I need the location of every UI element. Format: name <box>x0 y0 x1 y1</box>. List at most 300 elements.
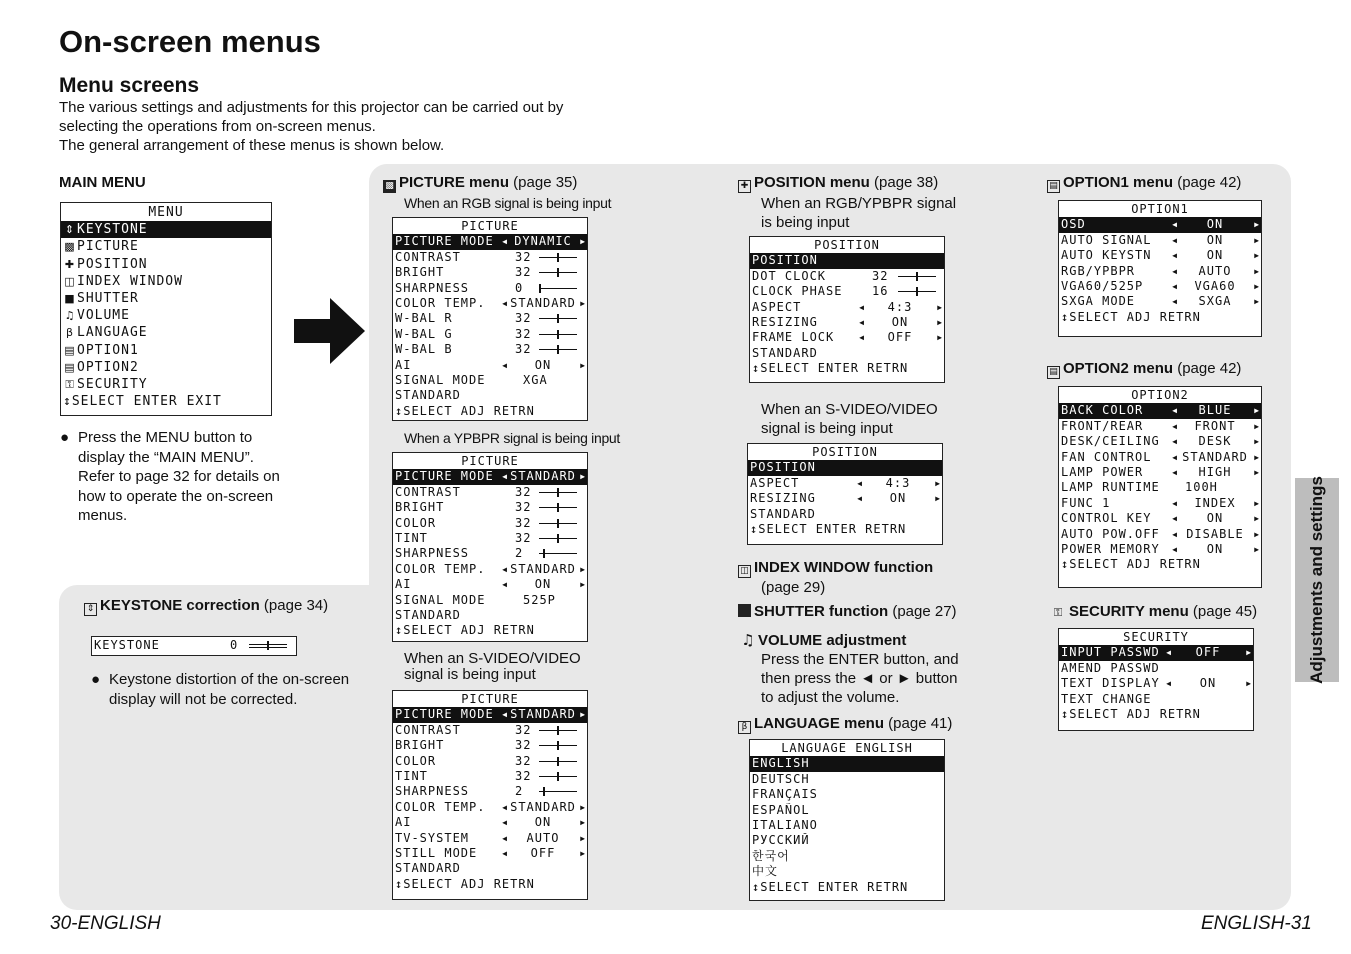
osd-row-label: DEUTSCH <box>752 771 810 786</box>
key-icon: ⚿ <box>65 377 75 391</box>
level-marker <box>557 503 559 512</box>
osd-row[interactable] <box>393 738 587 753</box>
osd-row[interactable] <box>748 507 942 522</box>
main-menu-item-label: OPTION1 <box>77 342 139 358</box>
osd-row[interactable] <box>750 772 944 787</box>
left-arrow-icon: ◂ <box>1171 403 1180 418</box>
main-menu-item-label: SHUTTER <box>77 290 139 306</box>
footer-label: SELECT ADJ RETRN <box>1069 706 1201 721</box>
osd-row[interactable] <box>393 500 587 515</box>
osd-row-value: ON <box>889 491 907 506</box>
main-menu-item-label: INDEX WINDOW <box>77 273 183 289</box>
left-arrow-icon: ◂ <box>501 234 510 249</box>
osd-row-label: AI <box>395 815 412 830</box>
option1-osd <box>1058 200 1262 337</box>
osd-row-value: OFF <box>887 330 913 345</box>
right-arrow-icon: ▸ <box>579 295 587 310</box>
osd-row-label: W-BAL R <box>395 311 453 326</box>
osd-row-value: 32 <box>515 515 532 530</box>
left-arrow-icon: ◂ <box>1171 464 1180 479</box>
osd-footer <box>393 404 587 419</box>
footer-label: SELECT ADJ RETRN <box>403 403 535 418</box>
volume-text <box>761 650 959 707</box>
osd-row[interactable] <box>393 311 587 326</box>
osd-row[interactable] <box>1059 403 1261 418</box>
main-menu-item[interactable] <box>61 359 271 376</box>
text-line: Press the ENTER button, and <box>761 651 959 668</box>
osd-footer <box>393 877 587 892</box>
note-line: display will not be corrected. <box>109 690 298 708</box>
keystone-note: ● Keystone distortion of the on-screen display will not be corrected. <box>91 670 381 709</box>
osd-row[interactable] <box>393 250 587 265</box>
main-menu-item[interactable] <box>61 290 271 307</box>
right-arrow-icon: ▸ <box>579 830 587 845</box>
right-arrow-icon: ▸ <box>1253 294 1261 309</box>
osd-footer <box>750 880 944 895</box>
osd-row-label: LAMP POWER <box>1061 464 1144 479</box>
right-arrow-icon: ▸ <box>579 799 587 814</box>
updown-icon: ↕ <box>750 521 759 536</box>
level-marker <box>557 330 559 339</box>
main-menu-item[interactable] <box>61 256 271 273</box>
option-icon: ▤ <box>64 360 76 374</box>
level-marker <box>539 284 541 293</box>
left-arrow-icon: ◂ <box>501 707 510 722</box>
osd-row[interactable] <box>1059 450 1261 465</box>
osd-row[interactable] <box>393 754 587 769</box>
osd-footer <box>748 522 942 537</box>
main-menu-item-label: PICTURE <box>77 239 139 255</box>
left-arrow-icon: ◂ <box>1165 645 1174 660</box>
left-arrow-icon: ◂ <box>501 357 510 372</box>
footer-label: SELECT ADJ RETRN <box>1069 557 1201 572</box>
osd-row-label: CLOCK PHASE <box>752 284 843 299</box>
left-arrow-icon: ◂ <box>858 299 867 314</box>
osd-title: POSITION <box>814 238 880 252</box>
osd-row-value: STANDARD <box>510 799 576 814</box>
osd-row-value: ON <box>534 577 552 592</box>
osd-row-label: SIGNAL MODE <box>395 592 486 607</box>
note-line: how to operate the on-screen <box>78 487 274 505</box>
left-arrow-icon: ◂ <box>1171 248 1180 263</box>
osd-row-value: BLUE <box>1198 403 1232 418</box>
osd-row[interactable] <box>393 815 587 830</box>
osd-row-label: AUTO SIGNAL <box>1061 232 1152 247</box>
osd-row-label: POSITION <box>750 460 816 475</box>
left-arrow-icon: ◂ <box>1171 541 1180 556</box>
position-rgb-caption <box>761 194 956 232</box>
volume-heading: ♫ VOLUME adjustment <box>738 631 906 649</box>
right-arrow-icon: ▸ <box>1253 526 1261 541</box>
option2-heading: ▤ OPTION2 menu (page 42) <box>1047 360 1241 379</box>
right-arrow-icon: ▸ <box>1253 495 1261 510</box>
osd-row-value: 32 <box>515 530 532 545</box>
main-menu-item[interactable] <box>61 342 271 359</box>
osd-row-label: PICTURE MODE <box>395 469 494 484</box>
left-arrow-icon: ◂ <box>1171 263 1180 278</box>
osd-row[interactable] <box>393 562 587 577</box>
osd-row-label: CONTROL KEY <box>1061 511 1152 526</box>
picture-icon: ▩ <box>64 240 76 254</box>
osd-row[interactable] <box>1059 248 1261 263</box>
osd-row-value: STANDARD <box>510 561 576 576</box>
osd-value: 0 <box>230 638 239 652</box>
osd-row-label: RGB/YPBPR <box>1061 263 1136 278</box>
picture-rgb-caption: When an RGB signal is being input <box>404 195 612 211</box>
osd-row[interactable] <box>393 723 587 738</box>
osd-row-label: FRANÇAIS <box>752 787 818 802</box>
osd-row[interactable] <box>1059 676 1253 691</box>
osd-row-value: FRONT <box>1194 418 1236 433</box>
osd-row[interactable] <box>750 803 944 818</box>
osd-row-label: STANDARD <box>395 388 461 403</box>
note-line: Keystone distortion of the on-screen <box>109 671 350 688</box>
updown-icon: ↕ <box>752 361 761 376</box>
osd-row-value: DISABLE <box>1186 526 1244 541</box>
osd-row[interactable] <box>1059 465 1261 480</box>
osd-row[interactable] <box>1059 661 1253 676</box>
osd-row[interactable] <box>393 296 587 311</box>
osd-row-label: SHARPNESS <box>395 546 470 561</box>
main-menu-item-label: SECURITY <box>77 376 148 392</box>
osd-row[interactable] <box>748 476 942 491</box>
position-svideo-osd <box>747 443 943 545</box>
footer-label: SELECT ENTER RETRN <box>760 361 909 376</box>
osd-row-value: 32 <box>515 249 532 264</box>
osd-row[interactable] <box>393 469 587 484</box>
page-number-left: 30-ENGLISH <box>50 913 161 934</box>
osd-row-label: PICTURE MODE <box>395 234 494 249</box>
caption-line: When an RGB/YPBPR signal <box>761 195 957 212</box>
osd-row-label: VGA60/525P <box>1061 278 1144 293</box>
osd-row[interactable] <box>1059 645 1253 660</box>
caption-line: When an S-VIDEO/VIDEO <box>761 401 938 418</box>
osd-row-label: AI <box>395 577 412 592</box>
keystone-icon: ⇕ <box>84 603 97 616</box>
left-arrow-icon: ◂ <box>1171 495 1180 510</box>
osd-row[interactable] <box>1059 542 1261 557</box>
main-menu-item[interactable] <box>61 273 271 290</box>
osd-row[interactable] <box>393 358 587 373</box>
main-menu-item[interactable] <box>61 238 271 255</box>
osd-row-value: 0 <box>515 280 524 295</box>
caption-line: is being input <box>761 214 850 231</box>
osd-row[interactable] <box>393 784 587 799</box>
osd-row[interactable] <box>393 707 587 722</box>
option-icon: ▤ <box>64 343 76 357</box>
osd-row-label: AUTO KEYSTN <box>1061 248 1152 263</box>
osd-row[interactable] <box>393 485 587 500</box>
osd-row-label: COLOR <box>395 515 437 530</box>
osd-row-value: 32 <box>515 484 532 499</box>
level-marker <box>557 534 559 543</box>
osd-row-value: 32 <box>515 768 532 783</box>
osd-row[interactable] <box>393 593 587 608</box>
osd-row-value: AUTO <box>1198 263 1232 278</box>
osd-row-value: ON <box>1199 676 1217 691</box>
osd-row[interactable] <box>393 531 587 546</box>
picture-ypbpr-osd <box>392 452 588 642</box>
left-arrow-icon: ◂ <box>858 330 867 345</box>
osd-row-value: 2 <box>515 546 524 561</box>
osd-row[interactable] <box>748 460 942 475</box>
level-marker <box>557 772 559 781</box>
osd-row-label: РУССКИЙ <box>752 833 810 848</box>
osd-row-label: W-BAL G <box>395 326 453 341</box>
osd-title: POSITION <box>812 445 878 459</box>
keystone-heading: ⇕ KEYSTONE correction (page 34) <box>84 597 328 616</box>
right-arrow-icon: ▸ <box>936 299 944 314</box>
osd-row[interactable] <box>393 800 587 815</box>
position-rgb-osd <box>749 236 945 383</box>
osd-row-value: 32 <box>515 722 532 737</box>
osd-row-value: STANDARD <box>510 469 576 484</box>
shutter-icon <box>738 604 751 617</box>
osd-row-label: AI <box>395 357 412 372</box>
menus-background-bottom-left <box>59 585 389 910</box>
osd-row[interactable] <box>393 281 587 296</box>
right-arrow-icon: ▸ <box>1245 676 1253 691</box>
osd-row-label: DOT CLOCK <box>752 268 827 283</box>
keystone-icon: ⇕ <box>64 223 76 237</box>
key-icon: ⚿ <box>1053 606 1063 619</box>
main-menu-item[interactable] <box>61 221 271 238</box>
osd-row[interactable] <box>750 346 944 361</box>
right-arrow-icon: ▸ <box>1253 278 1261 293</box>
right-arrow-icon: ▸ <box>1253 263 1261 278</box>
osd-row[interactable] <box>1059 419 1261 434</box>
osd-footer <box>61 393 271 410</box>
osd-row[interactable] <box>750 269 944 284</box>
osd-row[interactable] <box>750 284 944 299</box>
footer-label: SELECT ENTER RETRN <box>760 879 909 894</box>
section-title: Menu screens <box>59 74 200 97</box>
level-marker <box>557 345 559 354</box>
osd-row-value: VGA60 <box>1194 278 1236 293</box>
osd-row[interactable] <box>750 818 944 833</box>
arrow-right-icon <box>294 298 366 364</box>
osd-row-value: 16 <box>872 284 889 299</box>
osd-row-label: FUNC 1 <box>1061 495 1111 510</box>
osd-row[interactable] <box>393 265 587 280</box>
level-bar <box>539 288 577 289</box>
osd-row-value: 32 <box>515 500 532 515</box>
osd-row-label: CONTRAST <box>395 249 461 264</box>
option2-osd <box>1058 386 1262 588</box>
level-marker <box>557 741 559 750</box>
osd-row[interactable] <box>393 861 587 876</box>
note-line: display the “MAIN MENU”. <box>78 448 254 466</box>
language-icon: β <box>738 721 751 734</box>
right-arrow-icon: ▸ <box>934 491 942 506</box>
osd-row[interactable] <box>1059 527 1261 542</box>
osd-row[interactable] <box>1059 496 1261 511</box>
osd-row-value: ON <box>1206 217 1224 232</box>
osd-row-label: RESIZING <box>752 314 818 329</box>
right-arrow-icon: ▸ <box>1253 248 1261 263</box>
right-arrow-icon: ▸ <box>1253 464 1261 479</box>
osd-row-value: 4:3 <box>885 475 911 490</box>
picture-ypbpr-caption: When a YPBPR signal is being input <box>404 430 621 446</box>
right-arrow-icon: ▸ <box>934 475 942 490</box>
osd-row[interactable] <box>393 516 587 531</box>
osd-row[interactable] <box>750 849 944 864</box>
option-icon: ▤ <box>1047 366 1060 379</box>
position-icon: ✚ <box>738 180 751 193</box>
osd-row[interactable] <box>750 330 944 345</box>
osd-row-value: OFF <box>1195 645 1221 660</box>
right-arrow-icon: ▸ <box>579 815 587 830</box>
osd-row[interactable] <box>393 831 587 846</box>
intro-text <box>59 98 619 155</box>
left-arrow-icon: ◂ <box>501 799 510 814</box>
osd-row[interactable] <box>1059 217 1261 232</box>
caption-line: signal is being input <box>404 666 536 683</box>
osd-row-value: STANDARD <box>510 707 576 722</box>
level-marker <box>557 268 559 277</box>
index-window-icon: ◫ <box>64 274 76 288</box>
osd-row-label: SXGA MODE <box>1061 294 1136 309</box>
osd-row[interactable] <box>393 342 587 357</box>
right-arrow-icon: ▸ <box>1245 645 1253 660</box>
osd-row-label: ITALIANO <box>752 817 818 832</box>
osd-row[interactable] <box>750 315 944 330</box>
left-arrow-icon: ◂ <box>501 577 510 592</box>
osd-row-label: BRIGHT <box>395 738 445 753</box>
note-line: Press the MENU button to <box>78 429 253 446</box>
osd-title: PICTURE <box>461 692 519 706</box>
osd-row[interactable] <box>393 388 587 403</box>
left-arrow-icon: ◂ <box>1171 434 1180 449</box>
level-marker <box>916 272 918 281</box>
left-arrow-icon: ◂ <box>1171 294 1180 309</box>
osd-row[interactable] <box>1059 480 1261 495</box>
position-icon: ✚ <box>64 257 76 271</box>
osd-row-label: FRONT/REAR <box>1061 418 1144 433</box>
osd-row-label: 한국어 <box>752 848 790 863</box>
osd-row[interactable] <box>393 608 587 623</box>
main-menu-item[interactable] <box>61 376 271 393</box>
keystone-osd <box>91 636 297 656</box>
osd-row-value: ON <box>1206 232 1224 247</box>
osd-row-label: COLOR <box>395 753 437 768</box>
left-arrow-icon: ◂ <box>501 295 510 310</box>
volume-icon: ♫ <box>64 309 76 323</box>
updown-icon: ↕ <box>395 876 404 891</box>
osd-row[interactable] <box>1059 233 1261 248</box>
osd-row-value: ON <box>1206 541 1224 556</box>
osd-row[interactable] <box>750 300 944 315</box>
osd-row-value: 32 <box>515 342 532 357</box>
osd-row-label: COLOR TEMP. <box>395 799 486 814</box>
main-menu-item[interactable] <box>61 307 271 324</box>
osd-row-value: 4:3 <box>887 299 913 314</box>
left-arrow-icon: ◂ <box>501 815 510 830</box>
osd-row-label: CONTRAST <box>395 484 461 499</box>
osd-row[interactable] <box>1059 511 1261 526</box>
osd-row[interactable] <box>393 846 587 861</box>
osd-row[interactable] <box>393 373 587 388</box>
osd-row[interactable] <box>393 234 587 249</box>
osd-row-label: STANDARD <box>395 607 461 622</box>
osd-row[interactable] <box>750 756 944 771</box>
osd-row-value: 32 <box>515 753 532 768</box>
osd-row-value: 32 <box>515 265 532 280</box>
osd-row-value: ON <box>1206 248 1224 263</box>
page-title: On-screen menus <box>59 24 321 59</box>
osd-row-value: ON <box>1206 511 1224 526</box>
osd-row-value: XGA <box>523 372 548 387</box>
osd-row[interactable] <box>1059 279 1261 294</box>
osd-row-label: COLOR TEMP. <box>395 561 486 576</box>
osd-row[interactable] <box>393 327 587 342</box>
osd-title: SECURITY <box>1123 630 1189 644</box>
intro-line: selecting the operations from on-screen menus. <box>59 118 376 135</box>
level-marker <box>557 488 559 497</box>
level-marker <box>543 787 545 796</box>
left-arrow-icon: ◂ <box>1171 278 1180 293</box>
note-line: menus. <box>78 507 128 524</box>
osd-row-label: ASPECT <box>750 475 800 490</box>
main-menu-item[interactable] <box>61 324 271 341</box>
caption-line: signal is being input <box>761 420 893 437</box>
osd-row[interactable] <box>1059 692 1253 707</box>
osd-row-label: AMEND PASSWD <box>1061 660 1160 675</box>
osd-row[interactable] <box>1059 434 1261 449</box>
left-arrow-icon: ◂ <box>1171 511 1180 526</box>
osd-row[interactable] <box>393 577 587 592</box>
security-osd <box>1058 628 1254 731</box>
volume-icon: ♫ <box>741 631 755 649</box>
osd-row[interactable] <box>750 833 944 848</box>
osd-row-value: DYNAMIC <box>514 234 572 249</box>
osd-row-label: STANDARD <box>750 506 816 521</box>
left-arrow-icon: ◂ <box>501 561 510 576</box>
right-arrow-icon: ▸ <box>1253 232 1261 247</box>
left-arrow-icon: ◂ <box>1171 449 1180 464</box>
osd-row-value: SXGA <box>1198 294 1232 309</box>
picture-heading: ▩ PICTURE menu (page 35) <box>383 174 577 193</box>
osd-row[interactable] <box>393 546 587 561</box>
osd-row-value: STANDARD <box>510 295 576 310</box>
osd-row[interactable] <box>750 787 944 802</box>
right-arrow-icon: ▸ <box>579 707 587 722</box>
osd-row-label: ESPAÑOL <box>752 802 810 817</box>
osd-row[interactable] <box>750 253 944 268</box>
osd-row[interactable] <box>748 491 942 506</box>
osd-row[interactable] <box>1059 294 1261 309</box>
osd-row-label: TV-SYSTEM <box>395 830 470 845</box>
osd-row[interactable] <box>393 769 587 784</box>
osd-row-label: SHARPNESS <box>395 784 470 799</box>
osd-row-value: 32 <box>515 326 532 341</box>
right-arrow-icon: ▸ <box>579 845 587 860</box>
footer-label: SELECT ADJ RETRN <box>1069 309 1201 324</box>
right-arrow-icon: ▸ <box>579 577 587 592</box>
osd-row[interactable] <box>750 864 944 879</box>
osd-row-label: OSD <box>1061 217 1086 232</box>
osd-row[interactable] <box>1059 264 1261 279</box>
right-arrow-icon: ▸ <box>1253 403 1261 418</box>
osd-title: MENU <box>148 205 184 220</box>
osd-title: LANGUAGE ENGLISH <box>781 741 913 755</box>
osd-row-value: DESK <box>1198 434 1232 449</box>
option-icon: ▤ <box>1047 180 1060 193</box>
caption-line: When an S-VIDEO/VIDEO <box>404 650 581 667</box>
osd-row-value: 525P <box>523 592 556 607</box>
osd-row-value: 32 <box>515 738 532 753</box>
osd-row-value: HIGH <box>1198 464 1232 479</box>
